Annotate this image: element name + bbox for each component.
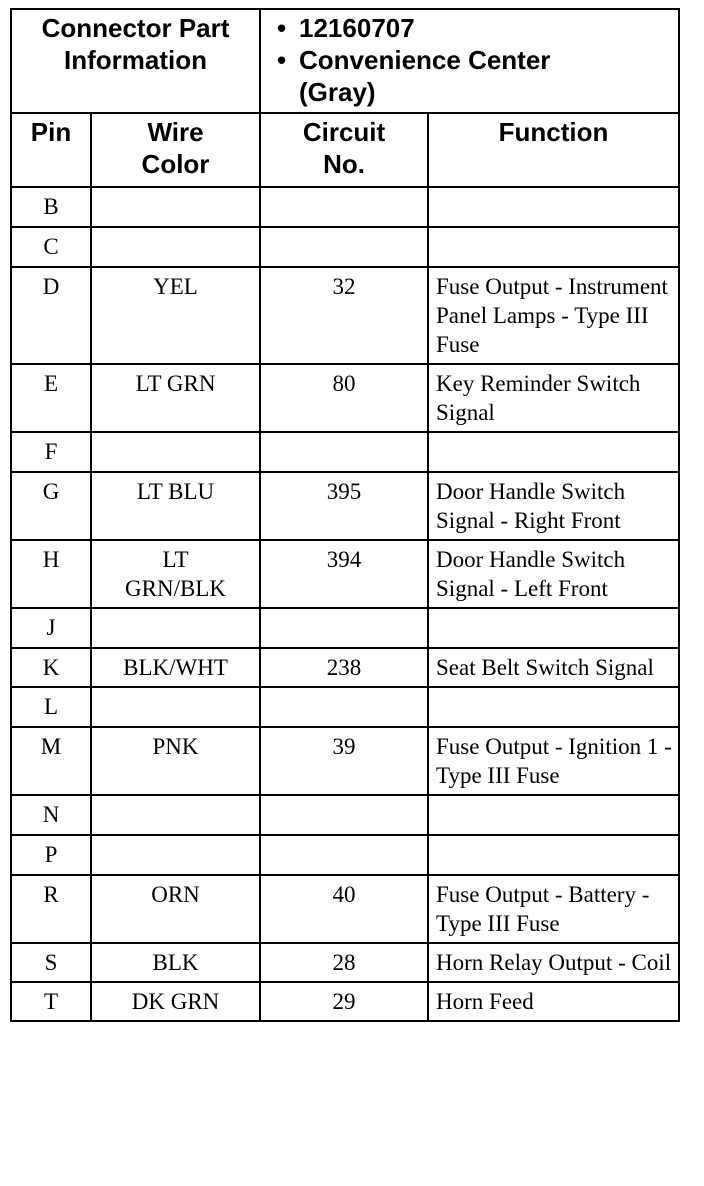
circuit-number-cell: 394 bbox=[260, 540, 428, 608]
wire-color-cell bbox=[91, 982, 260, 1021]
pin-cell: N bbox=[11, 795, 91, 835]
circuit-number-cell: 29 bbox=[260, 982, 428, 1021]
part-number: • 12160707 bbox=[299, 12, 678, 44]
table-row bbox=[11, 227, 679, 267]
function-cell: Door Handle Switch Signal - Left Front bbox=[428, 540, 679, 608]
wire-color-text: BLK bbox=[152, 950, 199, 975]
wire-color-text: LT BLU bbox=[136, 479, 215, 504]
wire-color-cell bbox=[91, 364, 260, 432]
function-cell: Horn Relay Output - Coil bbox=[428, 943, 679, 982]
pin-cell: G bbox=[11, 472, 91, 540]
circuit-number-cell bbox=[260, 835, 428, 875]
function-cell bbox=[428, 227, 679, 267]
circuit-number-cell: 238 bbox=[260, 648, 428, 687]
table-row bbox=[11, 432, 679, 472]
table-row bbox=[11, 835, 679, 875]
wire-color-cell bbox=[91, 187, 260, 227]
wire-color-cell bbox=[91, 835, 260, 875]
connector-location: • Convenience Center bbox=[299, 44, 678, 76]
circuit-number-cell: 395 bbox=[260, 472, 428, 540]
table-row bbox=[11, 727, 679, 795]
function-cell bbox=[428, 835, 679, 875]
table-row bbox=[11, 982, 679, 1021]
column-header-row bbox=[11, 113, 679, 187]
wire-color-text: LT GRN/BLK bbox=[125, 547, 226, 601]
pin-cell: J bbox=[11, 608, 91, 648]
table-row bbox=[11, 648, 679, 687]
pin-cell: C bbox=[11, 227, 91, 267]
function-cell: Door Handle Switch Signal - Right Front bbox=[428, 472, 679, 540]
wire-color-cell bbox=[91, 727, 260, 795]
table-row bbox=[11, 943, 679, 982]
circuit-number-cell: 40 bbox=[260, 875, 428, 943]
connector-info-label: Connector Part Information bbox=[11, 9, 260, 113]
circuit-number-cell bbox=[260, 432, 428, 472]
pin-cell: L bbox=[11, 687, 91, 727]
pin-cell: M bbox=[11, 727, 91, 795]
pin-cell: E bbox=[11, 364, 91, 432]
column-header-function: Function bbox=[428, 113, 679, 187]
wire-color-text: YEL bbox=[153, 274, 198, 299]
pin-cell: S bbox=[11, 943, 91, 982]
wire-color-cell bbox=[91, 608, 260, 648]
wire-color-text: PNK bbox=[152, 734, 199, 759]
wire-color-cell bbox=[91, 795, 260, 835]
connector-color: (Gray) bbox=[299, 77, 376, 107]
circuit-number-cell: 80 bbox=[260, 364, 428, 432]
column-header-wire-color bbox=[91, 113, 260, 187]
wire-color-cell bbox=[91, 432, 260, 472]
wire-color-cell bbox=[91, 875, 260, 943]
circuit-number-cell: 39 bbox=[260, 727, 428, 795]
circuit-number-cell: 32 bbox=[260, 267, 428, 364]
wire-color-text: ORN bbox=[151, 882, 200, 907]
function-cell: Fuse Output - Ignition 1 - Type III Fuse bbox=[428, 727, 679, 795]
circuit-no-header-text: Circuit No. bbox=[302, 117, 386, 179]
wire-color-cell bbox=[91, 687, 260, 727]
table-row bbox=[11, 795, 679, 835]
table-row bbox=[11, 875, 679, 943]
pin-cell: P bbox=[11, 835, 91, 875]
wire-color-text: BLK/WHT bbox=[123, 655, 228, 680]
pin-cell: F bbox=[11, 432, 91, 472]
function-cell: Key Reminder Switch Signal bbox=[428, 364, 679, 432]
connector-info-row bbox=[11, 9, 679, 113]
pin-cell: R bbox=[11, 875, 91, 943]
function-cell bbox=[428, 795, 679, 835]
function-cell: Seat Belt Switch Signal bbox=[428, 648, 679, 687]
connector-table-wrapper bbox=[10, 8, 678, 1022]
circuit-number-cell bbox=[260, 227, 428, 267]
table-row bbox=[11, 687, 679, 727]
table-row bbox=[11, 187, 679, 227]
circuit-number-cell bbox=[260, 687, 428, 727]
wire-color-cell bbox=[91, 943, 260, 982]
table-row bbox=[11, 608, 679, 648]
pin-cell: T bbox=[11, 982, 91, 1021]
connector-info-values bbox=[260, 9, 679, 113]
wire-color-cell bbox=[91, 267, 260, 364]
function-cell: Horn Feed bbox=[428, 982, 679, 1021]
table-row bbox=[11, 540, 679, 608]
pin-cell: K bbox=[11, 648, 91, 687]
circuit-number-cell: 28 bbox=[260, 943, 428, 982]
circuit-number-cell bbox=[260, 795, 428, 835]
table-row bbox=[11, 364, 679, 432]
pin-cell: B bbox=[11, 187, 91, 227]
function-cell: Fuse Output - Instrument Panel Lamps - Type III Fuse bbox=[428, 267, 679, 364]
wire-color-cell bbox=[91, 227, 260, 267]
function-cell bbox=[428, 687, 679, 727]
pin-cell: H bbox=[11, 540, 91, 608]
table-row bbox=[11, 472, 679, 540]
pin-cell: D bbox=[11, 267, 91, 364]
circuit-number-cell bbox=[260, 608, 428, 648]
column-header-pin: Pin bbox=[11, 113, 91, 187]
wire-color-cell bbox=[91, 648, 260, 687]
wire-color-cell bbox=[91, 472, 260, 540]
function-cell bbox=[428, 187, 679, 227]
circuit-number-cell bbox=[260, 187, 428, 227]
table-row bbox=[11, 267, 679, 364]
wire-color-text: DK GRN bbox=[131, 989, 220, 1014]
function-cell bbox=[428, 608, 679, 648]
wire-color-cell bbox=[91, 540, 260, 608]
function-cell: Fuse Output - Battery - Type III Fuse bbox=[428, 875, 679, 943]
wire-color-header-text: Wire Color bbox=[141, 117, 210, 179]
connector-table bbox=[10, 8, 680, 1022]
wire-color-text: LT GRN bbox=[135, 371, 216, 396]
column-header-circuit-no bbox=[260, 113, 428, 187]
function-cell bbox=[428, 432, 679, 472]
